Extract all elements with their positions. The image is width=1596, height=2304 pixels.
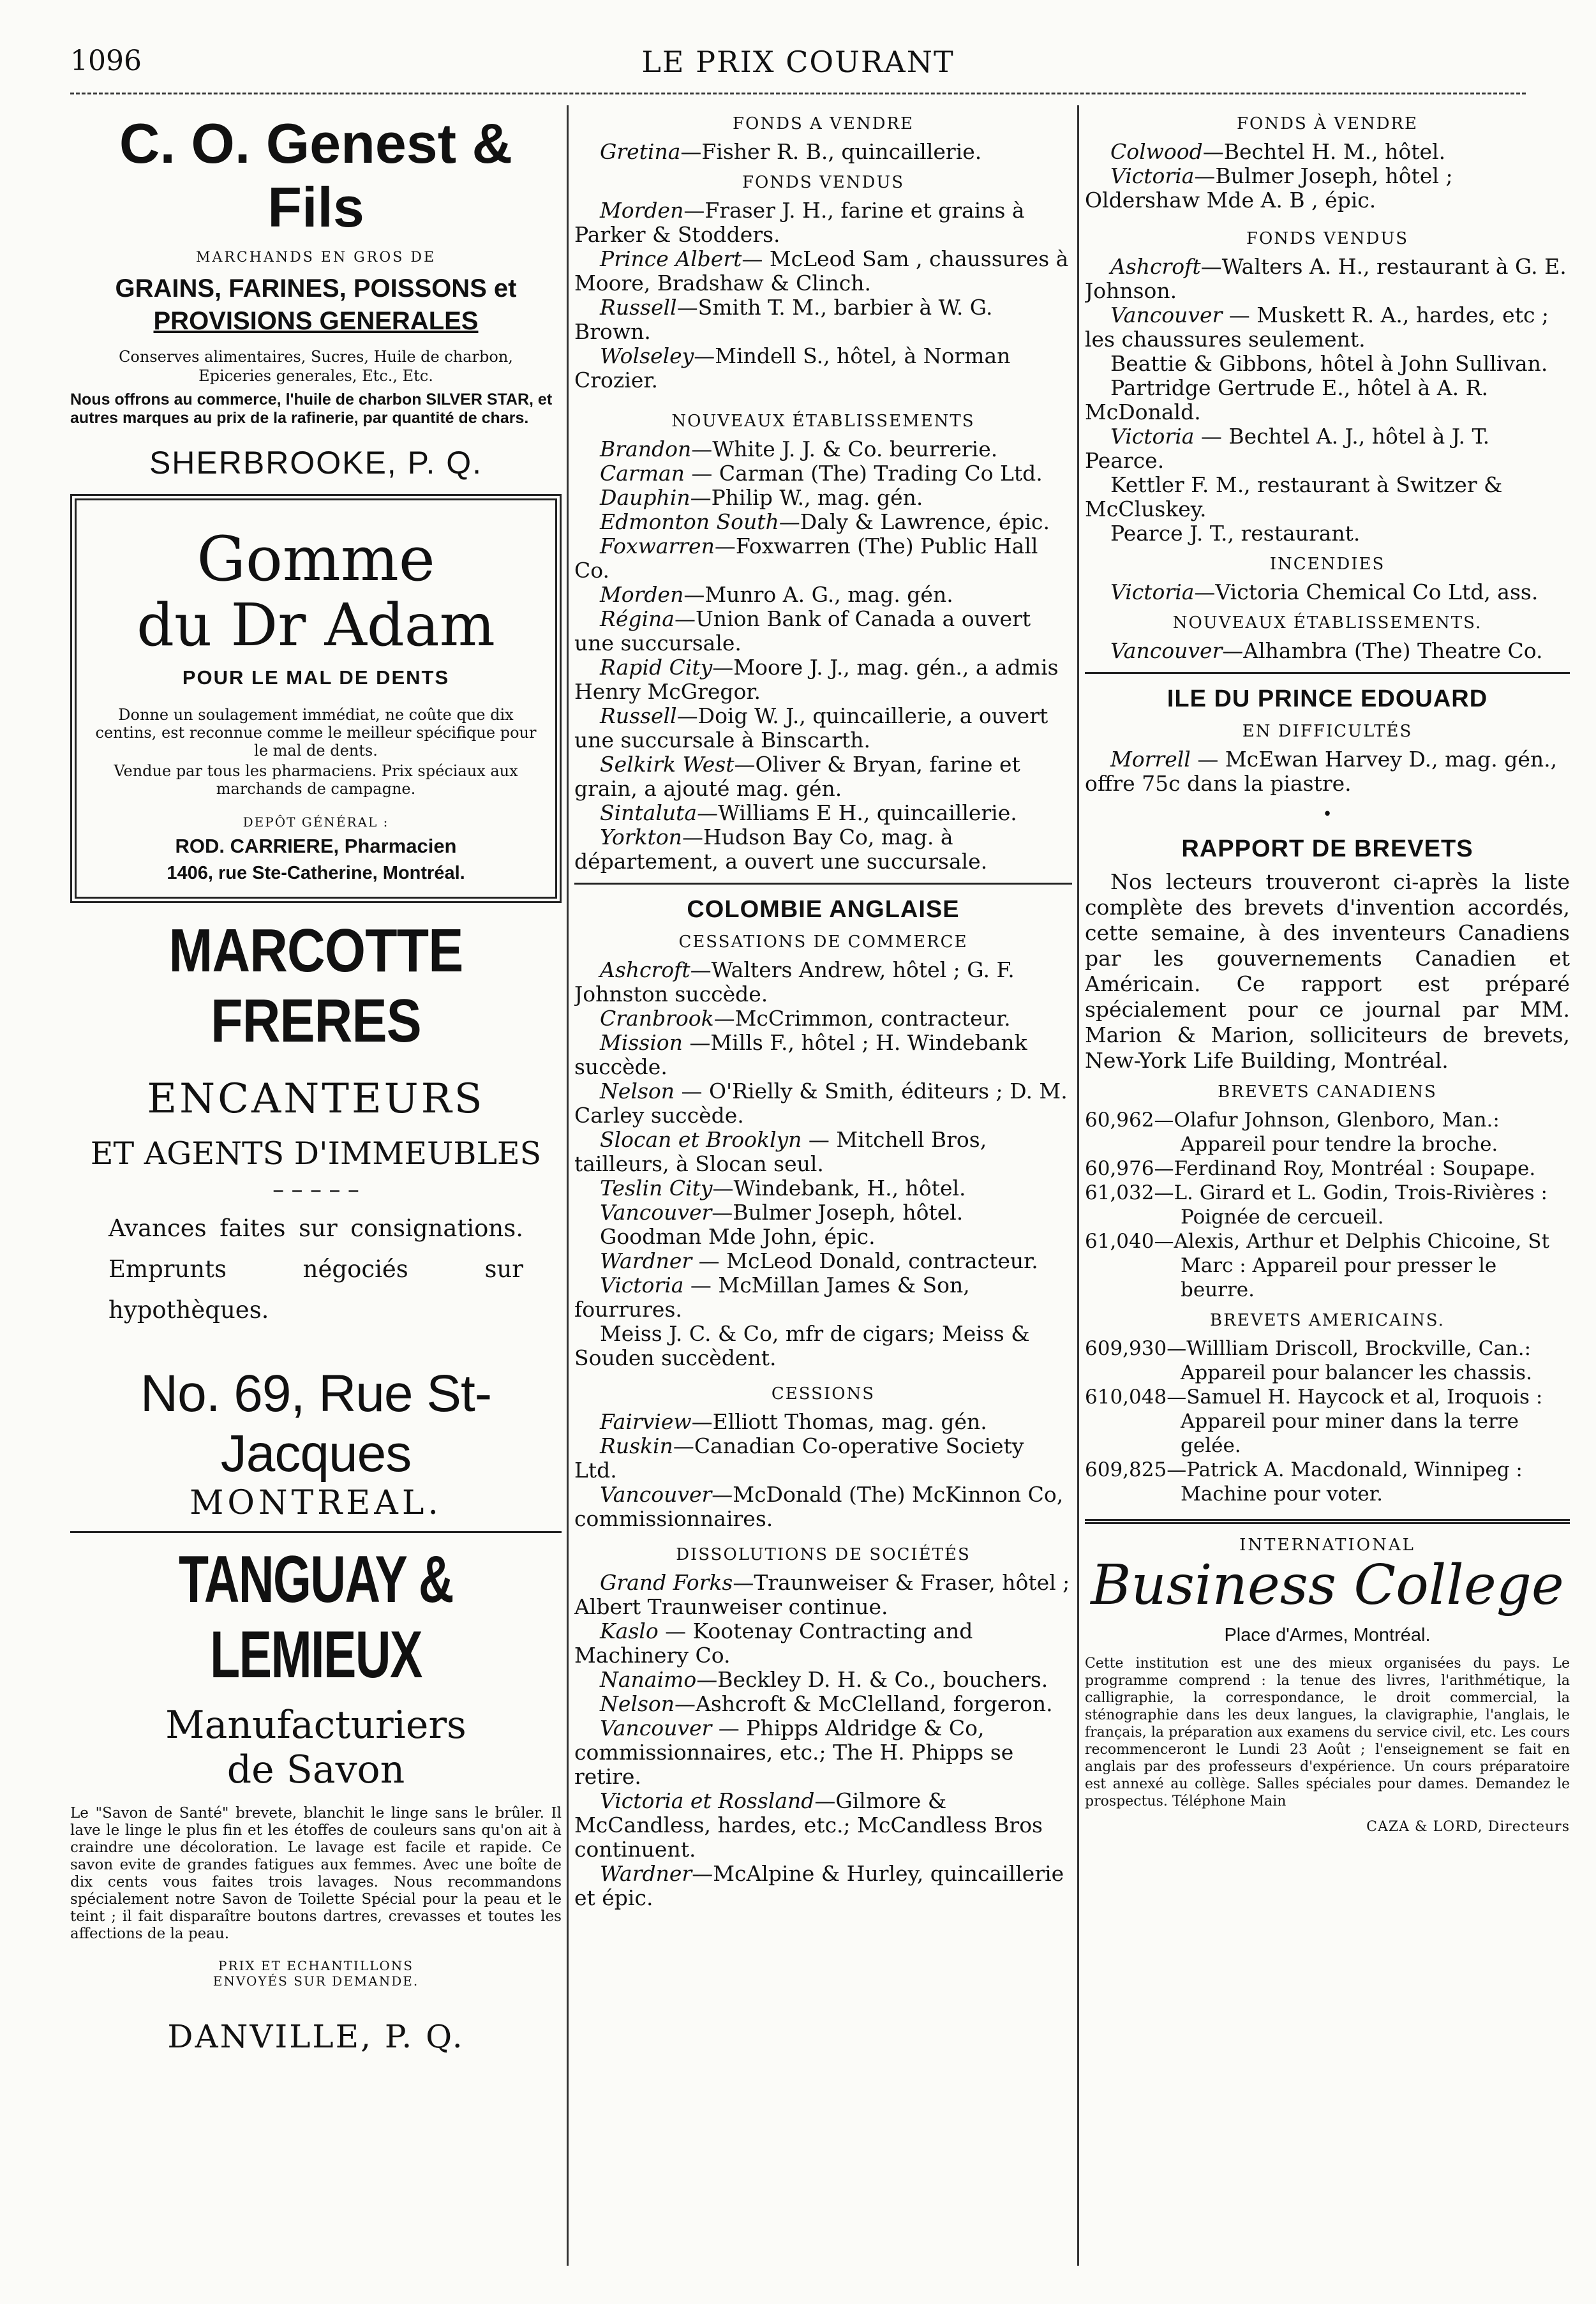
column-divider [567, 105, 569, 2266]
list-item: Nanaimo—Beckley D. H. & Co., bouchers. [600, 1667, 1048, 1692]
list-item: Victoria—Victoria Chemical Co Ltd, ass. [1110, 580, 1539, 604]
marcotte-line2: ET AGENTS D'IMMEUBLES [90, 1135, 542, 1172]
genest-desc1: Conserves alimentaires, Sucres, Huile de charbon, [119, 348, 513, 366]
list-item: Goodman Mde John, épic. [600, 1224, 876, 1249]
list-item: Gretina—Fisher R. B., quincaillerie. [600, 139, 982, 164]
section-title: ILE DU PRINCE EDOUARD [1167, 685, 1488, 712]
gomme-title2: du Dr Adam [137, 591, 495, 659]
genest-desc2: Epiceries generales, Etc., Etc. [198, 367, 433, 385]
section-heading: FONDS VENDUS [1246, 229, 1409, 248]
list-item: Vancouver—McDonald (The) McKinnon Co, commissionnaires. [574, 1482, 1064, 1531]
list-item: Vancouver—Alhambra (The) Theatre Co. [1110, 638, 1543, 663]
list-item: Mission —Mills F., hôtel ; H. Windebank succède. [574, 1030, 1027, 1079]
header-rule [70, 93, 1526, 94]
list-item: 60,962—Olafur Johnson, Glenboro, Man.: Appareil pour tendre la broche. [1085, 1109, 1500, 1156]
list-item: Beattie & Gibbons, hôtel à John Sullivan. [1110, 351, 1548, 376]
list-item: Carman — Carman (The) Trading Co Ltd. [600, 461, 1043, 486]
list-item: Kaslo — Kootenay Contracting and Machinery Co. [574, 1619, 973, 1668]
list-item: 609,930—Willliam Driscoll, Brockville, Can.: Appareil pour balancer les chassis. [1085, 1337, 1532, 1384]
list-item: Teslin City—Windebank, H., hôtel. [600, 1176, 966, 1201]
section-heading: EN DIFFICULTÉS [1242, 722, 1413, 741]
gomme-subtitle: POUR LE MAL DE DENTS [182, 666, 450, 689]
college-international: INTERNATIONAL [1239, 1536, 1415, 1555]
genest-name: C. O. Genest & Fils [119, 112, 513, 239]
list-item: Edmonton South—Daly & Lawrence, épic. [600, 509, 1050, 534]
genest-line1: GRAINS, FARINES, POISSONS et [115, 274, 517, 303]
list-item: Brandon—White J. J. & Co. beurrerie. [600, 437, 998, 461]
section-title: COLOMBIE ANGLAISE [687, 896, 960, 923]
tanguay-ad [70, 1542, 562, 2055]
genest-offer: Nous offrons au commerce, l'huile de charbon SILVER STAR, et autres marques au prix de la rafinerie, par quantité de chars. [70, 391, 553, 427]
section-divider [1085, 672, 1570, 674]
list-item: Vancouver — Phipps Aldridge & Co, commissionnaires, etc.; The H. Phipps se retire. [574, 1716, 1014, 1789]
list-item: Morrell — McEwan Harvey D., mag. gén., offre 75c dans la piastre. [1085, 747, 1558, 796]
gomme-sold: Vendue par tous les pharmaciens. Prix spéciaux aux marchands de campagne. [114, 762, 518, 798]
section-heading: NOUVEAUX ÉTABLISSEMENTS [671, 412, 975, 431]
list-item: Victoria—Bulmer Joseph, hôtel ; Oldershaw Mde A. B , épic. [1085, 163, 1453, 213]
running-title: LE PRIX COURANT [641, 45, 955, 79]
tanguay-desc: Le "Savon de Santé" brevete, blanchit le linge sans le brûler. Il lave le linge le plus fin et les étoffes de couleurs sans qu'on ait à craindre une décoloration. Le lavage est facile et rapide. Ce savon evite de grandes fatigues aux femmes. Avec une boîte de dix cents vous faites trois lavages. Nous recommandons spécialement notre Savon de Toilette Spécial pour la peau et le teint ; il fait disparaître boutons dartres, crevasses et toutes les affections de la peau. [70, 1805, 562, 1942]
section-heading: CESSATIONS DE COMMERCE [678, 932, 968, 952]
list-item: 609,825—Patrick A. Macdonald, Winnipeg : Machine pour voter. [1085, 1458, 1523, 1506]
section-heading: FONDS VENDUS [742, 173, 905, 192]
marcotte-line1: ENCANTEURS [147, 1075, 485, 1123]
genest-ad [70, 112, 562, 481]
section-divider [1085, 1519, 1570, 1524]
list-item: Grand Forks—Traunweiser & Fraser, hôtel ; Albert Traunweiser continue. [574, 1570, 1070, 1619]
list-item: Wardner — McLeod Donald, contracteur. [600, 1248, 1038, 1273]
section-title: RAPPORT DE BREVETS [1181, 835, 1473, 862]
list-item: Vancouver — Muskett R. A., hardes, etc ; les chaussures seulement. [1085, 303, 1549, 352]
gomme-seller: ROD. CARRIERE, Pharmacien [175, 835, 457, 857]
list-item: Wardner—McAlpine & Hurley, quincaillerie et épic. [574, 1861, 1064, 1910]
ad-divider [70, 1531, 562, 1533]
list-item: Colwood—Bechtel H. M., hôtel. [1110, 139, 1446, 164]
section-heading: INCENDIES [1269, 555, 1385, 574]
section-heading: DISSOLUTIONS DE SOCIÉTÉS [676, 1545, 971, 1564]
marcotte-address: No. 69, Rue St-Jacques [140, 1365, 492, 1483]
list-item: Wolseley—Mindell S., hôtel, à Norman Crozier. [574, 343, 1011, 393]
college-desc: Cette institution est une des mieux organisées du pays. Le programme comprend : la tenue des livres, l'arithmétique, la calligraphie, la correspondance, le droit commercial, la sténographie dans les deux langues, la clavigraphie, l'anglais, le français, la préparation aux examens du service civil, etc. Les cours recommenceront le Lundi 23 Août ; l'enseignement se fait en anglais par des professeurs d'expérience. Un cours préparatoire est annexé au collège. Salles spéciales pour dames. Demandez le prospectus. Téléphone Main [1085, 1656, 1570, 1809]
genest-line2: PROVISIONS GENERALES [153, 307, 479, 335]
section-heading: FONDS A VENDRE [733, 114, 914, 133]
section-divider [574, 883, 1072, 885]
marcotte-desc: Avances faites sur consignations. Emprunts négociés sur hypothèques. [108, 1215, 523, 1324]
marcotte-name: MARCOTTE FRERES [168, 916, 463, 1055]
section-heading: CESSIONS [771, 1384, 876, 1403]
list-item: Victoria et Rossland—Gilmore & McCandless, hardes, etc.; McCandless Bros continuent. [574, 1788, 1043, 1862]
marcotte-ad: MARCOTTE FRERES ENCANTEURS ET AGENTS D'IMMEUBLES – – – – – Avances faites sur consignations. Emprunts négociés sur hypothèques. No. 69, Rue St-Jacques MONTREAL. [70, 916, 562, 1522]
gomme-depot: DEPÔT GÉNÉRAL : [242, 814, 389, 830]
list-item: Régina—Union Bank of Canada a ouvert une succursale. [574, 606, 1031, 655]
list-item: Vancouver—Bulmer Joseph, hôtel. [600, 1200, 964, 1225]
tanguay-name: TANGUAY & LEMIEUX [178, 1543, 453, 1692]
tanguay-envoyes: ENVOYÉS SUR DEMANDE. [213, 1973, 419, 1989]
column-divider [1077, 105, 1079, 2266]
list-item: Russell—Doig W. J., quincaillerie, a ouvert une succursale à Binscarth. [574, 703, 1048, 752]
list-item: Ruskin—Canadian Co-operative Society Ltd. [574, 1433, 1024, 1483]
tanguay-prix: PRIX ET ECHANTILLONS [218, 1958, 414, 1973]
gomme-address: 1406, rue Ste-Catherine, Montréal. [167, 863, 465, 883]
genest-tagline: MARCHANDS EN GROS DE [195, 250, 436, 266]
college-footer: CAZA & LORD, Directeurs [1366, 1819, 1570, 1835]
list-item: Nelson — O'Rielly & Smith, éditeurs ; D. M. Carley succède. [574, 1079, 1068, 1128]
business-college-ad [1085, 1536, 1570, 1835]
tanguay-line2: de Savon [227, 1747, 405, 1792]
brevets-intro: Nos lecteurs trouveront ci-après la liste complète des brevets d'invention accordés, cette semaine, à des inventeurs Canadiens par les gouvernements Canadien et Américain. Ce rapport est préparé spécialement pour ce journal par MM. Marion & Marion, solliciteurs de brevets, New-York Life Building, Montréal. [1085, 869, 1570, 1073]
tanguay-line1: Manufacturiers [165, 1703, 466, 1747]
page-number: 1096 [70, 45, 142, 77]
gomme-desc: Donne un soulagement immédiat, ne coûte que dix centins, est reconnue comme le meilleur spécifique pour le mal de dents. [95, 706, 537, 759]
ad-column [70, 105, 562, 2266]
list-item: Nelson—Ashcroft & McClelland, forgeron. [600, 1691, 1053, 1716]
section-heading: NOUVEAUX ÉTABLISSEMENTS. [1172, 613, 1482, 632]
news-column-2 [574, 105, 1072, 2266]
list-item: 610,048—Samuel H. Haycock et al, Iroquois : Appareil pour miner dans la terre gelée. [1085, 1386, 1543, 1457]
list-item: Ashcroft—Walters Andrew, hôtel ; G. F. Johnston succède. [574, 957, 1015, 1006]
list-item: Morden—Fraser J. H., farine et grains à Parker & Stodders. [574, 198, 1025, 247]
genest-city: SHERBROOKE, P. Q. [149, 445, 483, 481]
list-item: Prince Albert— McLeod Sam , chaussures à Moore, Bradshaw & Clinch. [574, 246, 1069, 295]
list-item: 61,032—L. Girard et L. Godin, Trois-Rivières : Poignée de cercueil. [1085, 1181, 1548, 1229]
list-item: Kettler F. M., restaurant à Switzer & McCluskey. [1085, 472, 1503, 521]
news-column-3: FONDS À VENDRE Colwood—Bechtel H. M., hôtel. Victoria—Bulmer Joseph, hôtel ; Oldershaw Mde A. B , épic. FONDS VENDUS Ashcroft—Walters A. H., restaurant à G. E. Johnson. Vancouver — Muskett R. A., hardes, etc ; les chaussures seulement. Beattie & Gibbons, hôtel à John Sullivan. Partridge Gertrude E., hôtel à A. R. McDonald. Victoria — Bechtel A. J., hôtel à J. T. Pearce. Kettler F. M., restaurant à Switzer & McCluskey. Pearce J. T., restaurant. INCENDIES Victoria—Victoria Chemical Co Ltd, ass. NOUVEAUX ÉTABLISSEMENTS. Vancouver—Alhambra (The) Theatre Co. ILE DU PRINCE EDOUARD EN DIFFICULTÉS Morrell — McEwan Harvey D., mag. gén., offre 75c dans la piastre. • RAPPORT DE BREVETS Nos lecteurs trouveront ci-après la liste complète des brevets d'invention accordés, cette semaine, à des inventeurs Canadiens par les gouvernements Canadien et Américain. Ce rapport est préparé spécialement pour ce journal par MM. Marion & Marion, solliciteurs de brevets, New-York Life Building, Montréal. BREVETS CANADIENS 60,962—Olafur Johnson, Glenboro, Man.: Appareil pour tendre la broche. 60,976—Ferdinand Roy, Montréal : Soupape. 61,032—L. Girard et L. Godin, Trois-Rivières : Poignée de cercueil. 61,040—Alexis, Arthur et Delphis Chicoine, St Marc : Appareil pour presser le beurre. BREVETS AMERICAINS. 609,930—Willliam Driscoll, Brockville, Can.: Appareil pour balancer les chassis. 610,048—Samuel H. Haycock et al, Iroquois : Appareil pour miner dans la terre gelée. 609,825—Patrick A. Macdonald, Winnipeg : Machine pour voter. INTERNATIONAL Business College Place d'Armes, Montréal. Cette institution est une des mieux organisées du pays. Le programme comprend : la tenue des livres, l'arithmétique, la calligraphie, la correspondance, le droit commercial, la sténographie dans les deux langues, la clavigraphie, l'anglais, le français, la préparation aux examens du service civil, etc. Les cours recommenceront le Lundi 23 Août ; l'enseignement se fait en anglais par des professeurs d'expérience. Un cours préparatoire est annexé au collège. Salles spéciales pour dames. Demandez le prospectus. Téléphone Main CAZA & LORD, Directeurs [1085, 114, 1570, 1835]
section-heading: BREVETS AMERICAINS. [1210, 1311, 1445, 1330]
page-header [70, 38, 1526, 83]
list-item: Yorkton—Hudson Bay Co, mag. à département, a ouvert une succursale. [574, 825, 988, 874]
list-item: Victoria — Bechtel A. J., hôtel à J. T. Pearce. [1085, 424, 1490, 473]
college-name: Business College [1091, 1553, 1564, 1617]
list-item: Russell—Smith T. M., barbier à W. G. Brown. [574, 295, 993, 344]
marcotte-city: MONTREAL. [190, 1484, 442, 1522]
list-item: Sintaluta—Williams E H., quincaillerie. [600, 800, 1017, 825]
gomme-ad [70, 494, 562, 903]
list-item: Partridge Gertrude E., hôtel à A. R. McDonald. [1085, 375, 1488, 424]
list-item: Morden—Munro A. G., mag. gén. [600, 582, 953, 607]
list-item: 60,976—Ferdinand Roy, Montréal : Soupape. [1085, 1157, 1536, 1180]
list-item: Rapid City—Moore J. J., mag. gén., a admis Henry McGregor. [574, 655, 1059, 704]
list-item: Slocan et Brooklyn — Mitchell Bros, tailleurs, à Slocan seul. [574, 1127, 987, 1176]
list-item: Victoria — McMillan James & Son, fourrures. [574, 1273, 970, 1322]
list-item: Fairview—Elliott Thomas, mag. gén. [600, 1409, 987, 1434]
list-item: Pearce J. T., restaurant. [1110, 521, 1361, 546]
section-heading: BREVETS CANADIENS [1218, 1082, 1437, 1102]
list-item: Dauphin—Philip W., mag. gén. [600, 485, 923, 510]
list-item: Cranbrook—McCrimmon, contracteur. [600, 1006, 1011, 1031]
list-item: Foxwarren—Foxwarren (The) Public Hall Co. [574, 534, 1038, 583]
tanguay-city: DANVILLE, P. Q. [167, 2018, 465, 2055]
list-item: Meiss J. C. & Co, mfr de cigars; Meiss & Souden succèdent. [574, 1321, 1030, 1370]
college-place: Place d'Armes, Montréal. [1224, 1625, 1431, 1645]
section-heading: FONDS À VENDRE [1237, 114, 1418, 133]
gomme-title1: Gomme [197, 523, 435, 595]
list-item: Ashcroft—Walters A. H., restaurant à G. E. Johnson. [1085, 254, 1567, 303]
list-item: Selkirk West—Oliver & Bryan, farine et grain, a ajouté mag. gén. [574, 752, 1020, 801]
list-item: 61,040—Alexis, Arthur et Delphis Chicoine, St Marc : Appareil pour presser le beurre. [1085, 1230, 1549, 1301]
